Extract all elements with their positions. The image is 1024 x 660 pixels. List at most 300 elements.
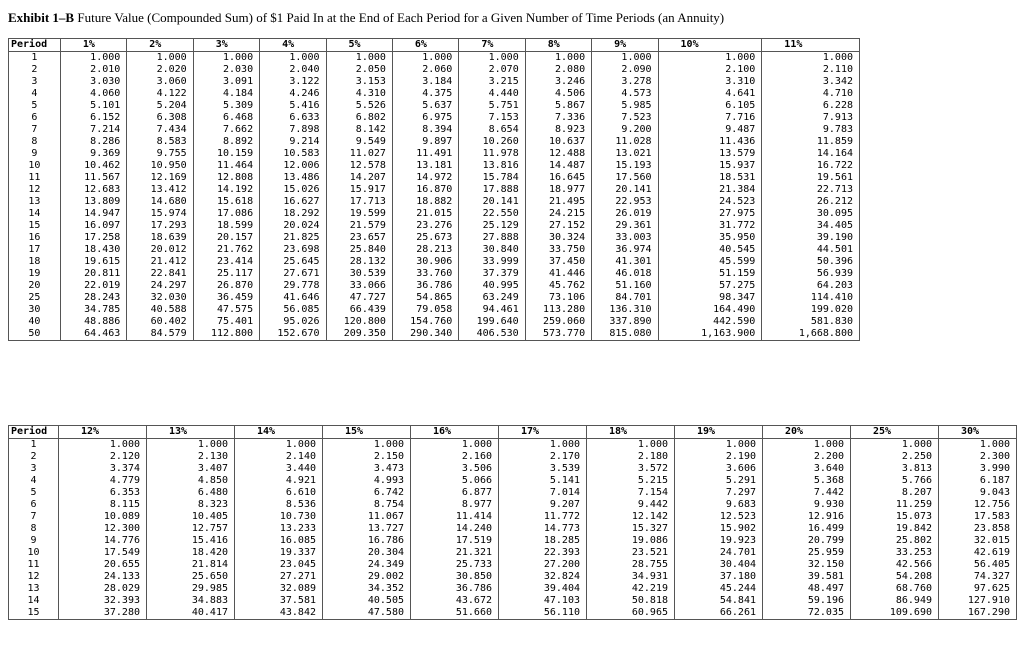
value-cell: 28.755 [587, 559, 675, 571]
value-cell: 14.487 [525, 160, 591, 172]
value-cell: 3.374 [59, 463, 147, 475]
period-cell: 17 [9, 244, 61, 256]
value-cell: 1.000 [392, 52, 458, 65]
value-cell: 35.950 [658, 232, 762, 244]
period-cell: 4 [9, 88, 61, 100]
value-cell: 18.420 [147, 547, 235, 559]
value-cell: 28.243 [60, 292, 126, 304]
value-cell: 2.040 [260, 64, 326, 76]
value-cell: 13.816 [459, 160, 525, 172]
value-cell: 5.368 [763, 475, 851, 487]
value-cell: 6.187 [939, 475, 1017, 487]
value-cell: 30.404 [675, 559, 763, 571]
value-cell: 30.850 [411, 571, 499, 583]
value-cell: 98.347 [658, 292, 762, 304]
value-cell: 23.414 [193, 256, 259, 268]
value-cell: 11.436 [658, 136, 762, 148]
value-cell: 11.491 [392, 148, 458, 160]
value-cell: 120.800 [326, 316, 392, 328]
period-cell: 10 [9, 547, 59, 559]
value-cell: 40.505 [323, 595, 411, 607]
rate-column-header: 25% [851, 426, 939, 439]
rate-column-header: 11% [762, 39, 860, 52]
period-cell: 2 [9, 451, 59, 463]
value-cell: 1.000 [499, 439, 587, 452]
value-cell: 11.464 [193, 160, 259, 172]
value-cell: 18.430 [60, 244, 126, 256]
value-cell: 2.300 [939, 451, 1017, 463]
period-cell: 6 [9, 112, 61, 124]
value-cell: 33.066 [326, 280, 392, 292]
value-cell: 109.690 [851, 607, 939, 620]
value-cell: 16.499 [763, 523, 851, 535]
value-cell: 10.730 [235, 511, 323, 523]
value-cell: 24.523 [658, 196, 762, 208]
value-cell: 21.412 [127, 256, 193, 268]
value-cell: 30.539 [326, 268, 392, 280]
header-row [9, 426, 1017, 439]
value-cell: 25.673 [392, 232, 458, 244]
period-cell: 14 [9, 595, 59, 607]
value-cell: 11.067 [323, 511, 411, 523]
value-cell: 17.258 [60, 232, 126, 244]
value-cell: 127.910 [939, 595, 1017, 607]
value-cell: 94.461 [459, 304, 525, 316]
value-cell: 33.253 [851, 547, 939, 559]
value-cell: 9.549 [326, 136, 392, 148]
value-cell: 64.203 [762, 280, 860, 292]
value-cell: 6.802 [326, 112, 392, 124]
table-row [9, 124, 860, 136]
value-cell: 9.487 [658, 124, 762, 136]
value-cell: 17.549 [59, 547, 147, 559]
table-row [9, 280, 860, 292]
value-cell: 8.536 [235, 499, 323, 511]
value-cell: 9.897 [392, 136, 458, 148]
value-cell: 64.463 [60, 328, 126, 341]
value-cell: 10.583 [260, 148, 326, 160]
value-cell: 11.978 [459, 148, 525, 160]
value-cell: 12.169 [127, 172, 193, 184]
value-cell: 7.523 [592, 112, 658, 124]
value-cell: 39.404 [499, 583, 587, 595]
value-cell: 8.142 [326, 124, 392, 136]
value-cell: 14.773 [499, 523, 587, 535]
value-cell: 7.716 [658, 112, 762, 124]
rate-column-header: 6% [392, 39, 458, 52]
value-cell: 20.304 [323, 547, 411, 559]
value-cell: 4.184 [193, 88, 259, 100]
value-cell: 5.141 [499, 475, 587, 487]
value-cell: 32.393 [59, 595, 147, 607]
value-cell: 47.575 [193, 304, 259, 316]
period-column-header: Period [9, 426, 59, 439]
period-cell: 5 [9, 487, 59, 499]
value-cell: 60.402 [127, 316, 193, 328]
value-cell: 42.566 [851, 559, 939, 571]
value-cell: 1.000 [459, 52, 525, 65]
value-cell: 1.000 [60, 52, 126, 65]
period-cell: 11 [9, 559, 59, 571]
rate-column-header: 7% [459, 39, 525, 52]
value-cell: 19.561 [762, 172, 860, 184]
value-cell: 17.888 [459, 184, 525, 196]
value-cell: 46.018 [592, 268, 658, 280]
period-cell: 19 [9, 268, 61, 280]
value-cell: 24.701 [675, 547, 763, 559]
value-cell: 2.050 [326, 64, 392, 76]
period-cell: 7 [9, 511, 59, 523]
value-cell: 27.888 [459, 232, 525, 244]
value-cell: 18.977 [525, 184, 591, 196]
value-cell: 4.641 [658, 88, 762, 100]
period-cell: 9 [9, 535, 59, 547]
value-cell: 3.215 [459, 76, 525, 88]
value-cell: 42.219 [587, 583, 675, 595]
value-cell: 8.923 [525, 124, 591, 136]
period-cell: 10 [9, 160, 61, 172]
value-cell: 27.975 [658, 208, 762, 220]
value-cell: 1.000 [592, 52, 658, 65]
value-cell: 45.244 [675, 583, 763, 595]
value-cell: 37.379 [459, 268, 525, 280]
value-cell: 11.259 [851, 499, 939, 511]
value-cell: 15.618 [193, 196, 259, 208]
value-cell: 1.000 [147, 439, 235, 452]
value-cell: 5.751 [459, 100, 525, 112]
value-cell: 15.026 [260, 184, 326, 196]
value-cell: 8.286 [60, 136, 126, 148]
value-cell: 10.637 [525, 136, 591, 148]
table-row [9, 304, 860, 316]
value-cell: 12.578 [326, 160, 392, 172]
value-cell: 16.645 [525, 172, 591, 184]
value-cell: 25.129 [459, 220, 525, 232]
value-cell: 56.405 [939, 559, 1017, 571]
table-row [9, 208, 860, 220]
value-cell: 21.495 [525, 196, 591, 208]
value-cell: 29.002 [323, 571, 411, 583]
value-cell: 8.583 [127, 136, 193, 148]
value-cell: 8.394 [392, 124, 458, 136]
table-row [9, 64, 860, 76]
value-cell: 21.814 [147, 559, 235, 571]
value-cell: 21.015 [392, 208, 458, 220]
table-row [9, 499, 1017, 511]
value-cell: 3.990 [939, 463, 1017, 475]
value-cell: 51.660 [411, 607, 499, 620]
value-cell: 4.921 [235, 475, 323, 487]
value-cell: 17.086 [193, 208, 259, 220]
value-cell: 5.985 [592, 100, 658, 112]
value-cell: 79.058 [392, 304, 458, 316]
value-cell: 4.122 [127, 88, 193, 100]
value-cell: 13.486 [260, 172, 326, 184]
value-cell: 47.103 [499, 595, 587, 607]
period-column-header: Period [9, 39, 61, 52]
value-cell: 10.462 [60, 160, 126, 172]
value-cell: 21.384 [658, 184, 762, 196]
value-cell: 1.000 [326, 52, 392, 65]
period-cell: 6 [9, 499, 59, 511]
value-cell: 43.842 [235, 607, 323, 620]
value-cell: 21.321 [411, 547, 499, 559]
value-cell: 2.100 [658, 64, 762, 76]
value-cell: 15.917 [326, 184, 392, 196]
value-cell: 1.000 [260, 52, 326, 65]
value-cell: 1.000 [193, 52, 259, 65]
table-row [9, 136, 860, 148]
value-cell: 16.097 [60, 220, 126, 232]
value-cell: 84.579 [127, 328, 193, 341]
value-cell: 4.310 [326, 88, 392, 100]
value-cell: 209.350 [326, 328, 392, 341]
value-cell: 66.261 [675, 607, 763, 620]
value-cell: 10.405 [147, 511, 235, 523]
value-cell: 18.285 [499, 535, 587, 547]
table-row [9, 328, 860, 341]
value-cell: 9.755 [127, 148, 193, 160]
value-cell: 19.923 [675, 535, 763, 547]
value-cell: 51.159 [658, 268, 762, 280]
period-cell: 5 [9, 100, 61, 112]
value-cell: 72.035 [763, 607, 851, 620]
value-cell: 13.233 [235, 523, 323, 535]
table-row [9, 475, 1017, 487]
value-cell: 8.977 [411, 499, 499, 511]
value-cell: 8.892 [193, 136, 259, 148]
value-cell: 2.070 [459, 64, 525, 76]
table-row [9, 316, 860, 328]
rate-column-header: 13% [147, 426, 235, 439]
value-cell: 5.215 [587, 475, 675, 487]
value-cell: 7.434 [127, 124, 193, 136]
value-cell: 68.760 [851, 583, 939, 595]
value-cell: 34.352 [323, 583, 411, 595]
period-cell: 18 [9, 256, 61, 268]
value-cell: 815.080 [592, 328, 658, 341]
rate-column-header: 18% [587, 426, 675, 439]
value-cell: 9.200 [592, 124, 658, 136]
value-cell: 7.442 [763, 487, 851, 499]
value-cell: 4.993 [323, 475, 411, 487]
value-cell: 6.975 [392, 112, 458, 124]
value-cell: 14.192 [193, 184, 259, 196]
value-cell: 23.858 [939, 523, 1017, 535]
value-cell: 13.809 [60, 196, 126, 208]
table-row [9, 76, 860, 88]
period-cell: 12 [9, 571, 59, 583]
value-cell: 24.133 [59, 571, 147, 583]
value-cell: 2.030 [193, 64, 259, 76]
value-cell: 54.841 [675, 595, 763, 607]
value-cell: 14.947 [60, 208, 126, 220]
value-cell: 40.588 [127, 304, 193, 316]
value-cell: 20.811 [60, 268, 126, 280]
value-cell: 1.000 [762, 52, 860, 65]
period-cell: 13 [9, 583, 59, 595]
value-cell: 15.784 [459, 172, 525, 184]
value-cell: 20.024 [260, 220, 326, 232]
value-cell: 25.802 [851, 535, 939, 547]
exhibit-title [8, 10, 1008, 26]
table-row [9, 172, 860, 184]
value-cell: 25.959 [763, 547, 851, 559]
value-cell: 32.089 [235, 583, 323, 595]
value-cell: 2.200 [763, 451, 851, 463]
value-cell: 112.800 [193, 328, 259, 341]
period-cell: 1 [9, 52, 61, 65]
value-cell: 32.824 [499, 571, 587, 583]
rate-column-header: 10% [658, 39, 762, 52]
value-cell: 21.579 [326, 220, 392, 232]
value-cell: 56.110 [499, 607, 587, 620]
value-cell: 59.196 [763, 595, 851, 607]
value-cell: 7.662 [193, 124, 259, 136]
value-cell: 12.142 [587, 511, 675, 523]
value-cell: 3.342 [762, 76, 860, 88]
value-cell: 16.627 [260, 196, 326, 208]
value-cell: 2.090 [592, 64, 658, 76]
value-cell: 2.160 [411, 451, 499, 463]
value-cell: 20.655 [59, 559, 147, 571]
value-cell: 18.292 [260, 208, 326, 220]
value-cell: 167.290 [939, 607, 1017, 620]
value-cell: 51.160 [592, 280, 658, 292]
table-row [9, 88, 860, 100]
value-cell: 25.117 [193, 268, 259, 280]
value-cell: 34.931 [587, 571, 675, 583]
value-cell: 75.401 [193, 316, 259, 328]
value-cell: 7.153 [459, 112, 525, 124]
value-cell: 16.786 [323, 535, 411, 547]
value-cell: 406.530 [459, 328, 525, 341]
table-row [9, 523, 1017, 535]
value-cell: 13.412 [127, 184, 193, 196]
value-cell: 5.101 [60, 100, 126, 112]
value-cell: 33.760 [392, 268, 458, 280]
value-cell: 23.657 [326, 232, 392, 244]
value-cell: 31.772 [658, 220, 762, 232]
value-cell: 22.019 [60, 280, 126, 292]
value-cell: 37.581 [235, 595, 323, 607]
value-cell: 16.085 [235, 535, 323, 547]
value-cell: 19.842 [851, 523, 939, 535]
value-cell: 3.440 [235, 463, 323, 475]
value-cell: 50.396 [762, 256, 860, 268]
value-cell: 3.122 [260, 76, 326, 88]
value-cell: 15.327 [587, 523, 675, 535]
value-cell: 15.416 [147, 535, 235, 547]
value-cell: 33.003 [592, 232, 658, 244]
table-row [9, 487, 1017, 499]
value-cell: 3.184 [392, 76, 458, 88]
value-cell: 7.214 [60, 124, 126, 136]
value-cell: 7.913 [762, 112, 860, 124]
value-cell: 14.207 [326, 172, 392, 184]
value-cell: 3.506 [411, 463, 499, 475]
value-cell: 4.506 [525, 88, 591, 100]
value-cell: 39.581 [763, 571, 851, 583]
value-cell: 50.818 [587, 595, 675, 607]
value-cell: 63.249 [459, 292, 525, 304]
value-cell: 11.028 [592, 136, 658, 148]
value-cell: 45.599 [658, 256, 762, 268]
value-cell: 41.446 [525, 268, 591, 280]
rate-column-header: 15% [323, 426, 411, 439]
period-cell: 12 [9, 184, 61, 196]
value-cell: 3.060 [127, 76, 193, 88]
value-cell: 5.867 [525, 100, 591, 112]
rate-column-header: 4% [260, 39, 326, 52]
value-cell: 5.416 [260, 100, 326, 112]
value-cell: 1.000 [763, 439, 851, 452]
table-row [9, 244, 860, 256]
value-cell: 3.278 [592, 76, 658, 88]
value-cell: 2.190 [675, 451, 763, 463]
rate-column-header: 30% [939, 426, 1017, 439]
table-row [9, 100, 860, 112]
period-cell: 2 [9, 64, 61, 76]
value-cell: 3.407 [147, 463, 235, 475]
value-cell: 8.323 [147, 499, 235, 511]
value-cell: 7.297 [675, 487, 763, 499]
value-cell: 27.671 [260, 268, 326, 280]
value-cell: 1.000 [525, 52, 591, 65]
value-cell: 4.060 [60, 88, 126, 100]
value-cell: 57.275 [658, 280, 762, 292]
value-cell: 44.501 [762, 244, 860, 256]
exhibit-caption: Future Value (Compounded Sum) of $1 Paid In at the End of Each Period for a Given Number of Time Periods (an Annuity) [77, 10, 725, 25]
value-cell: 24.297 [127, 280, 193, 292]
annuity-table-1 [8, 38, 860, 341]
value-cell: 12.523 [675, 511, 763, 523]
value-cell: 14.164 [762, 148, 860, 160]
value-cell: 7.898 [260, 124, 326, 136]
value-cell: 27.152 [525, 220, 591, 232]
value-cell: 7.154 [587, 487, 675, 499]
value-cell: 54.865 [392, 292, 458, 304]
table-row [9, 220, 860, 232]
value-cell: 34.785 [60, 304, 126, 316]
value-cell: 23.521 [587, 547, 675, 559]
value-cell: 1.000 [851, 439, 939, 452]
value-cell: 5.204 [127, 100, 193, 112]
rate-column-header: 3% [193, 39, 259, 52]
value-cell: 3.813 [851, 463, 939, 475]
value-cell: 32.015 [939, 535, 1017, 547]
value-cell: 48.497 [763, 583, 851, 595]
table-row [9, 595, 1017, 607]
value-cell: 21.762 [193, 244, 259, 256]
value-cell: 6.353 [59, 487, 147, 499]
value-cell: 48.886 [60, 316, 126, 328]
period-cell: 30 [9, 304, 61, 316]
value-cell: 20.141 [592, 184, 658, 196]
period-cell: 3 [9, 76, 61, 88]
value-cell: 8.115 [59, 499, 147, 511]
value-cell: 19.086 [587, 535, 675, 547]
value-cell: 23.698 [260, 244, 326, 256]
value-cell: 12.300 [59, 523, 147, 535]
value-cell: 16.870 [392, 184, 458, 196]
value-cell: 9.043 [939, 487, 1017, 499]
value-cell: 54.208 [851, 571, 939, 583]
value-cell: 10.950 [127, 160, 193, 172]
value-cell: 27.271 [235, 571, 323, 583]
value-cell: 3.473 [323, 463, 411, 475]
rate-column-header: 1% [60, 39, 126, 52]
